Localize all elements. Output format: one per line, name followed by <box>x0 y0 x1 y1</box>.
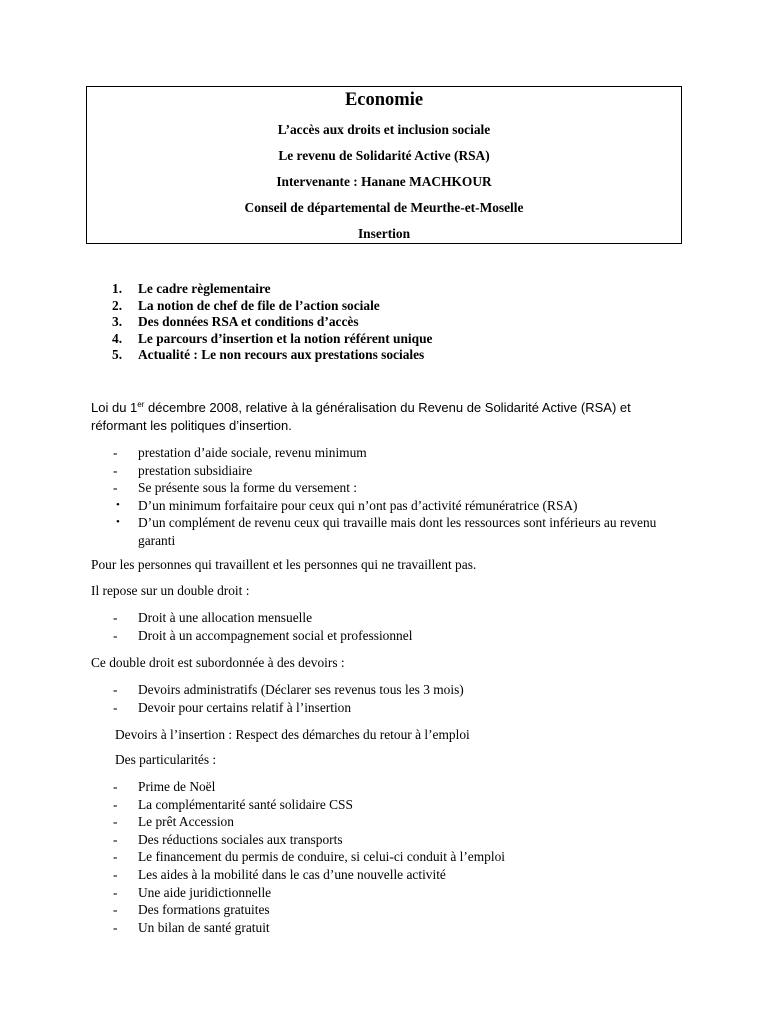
dash-marker: - <box>113 610 118 625</box>
list-item <box>112 848 505 866</box>
rsa-features-list <box>112 444 663 549</box>
dash-marker: - <box>113 831 118 847</box>
outline-item <box>112 347 432 364</box>
list-item-text: Droit à une allocation mensuelle <box>138 610 313 625</box>
bullet-marker: • <box>116 498 120 511</box>
list-item-text: D’un complément de revenu ceux qui travaille mais dont les ressources sont inférieurs au revenu garanti <box>138 515 657 548</box>
outline-number: 2. <box>112 297 123 313</box>
outline-item <box>112 314 432 331</box>
list-item-text: Droit à un accompagnement social et professionnel <box>138 627 413 643</box>
dash-marker: - <box>113 866 118 882</box>
list-item <box>112 444 663 462</box>
outline-item <box>112 331 432 348</box>
list-item <box>112 497 663 515</box>
list-item <box>112 627 412 645</box>
list-item <box>112 831 505 849</box>
outline-number: 1. <box>112 281 123 296</box>
document-subtitle: L’accès aux droits et inclusion sociale <box>277 122 491 137</box>
law-superscript: er <box>137 400 145 409</box>
list-item <box>112 462 663 480</box>
list-item-text: Des réductions sociales aux transports <box>138 831 343 847</box>
double-rights-list <box>112 609 412 644</box>
list-item-text: La complémentarité santé solidaire CSS <box>138 796 353 812</box>
outline-text: Le parcours d’insertion et la notion référent unique <box>138 330 433 346</box>
list-item <box>112 778 505 796</box>
list-item-text: Des formations gratuites <box>138 902 270 918</box>
dash-marker: - <box>113 627 118 643</box>
list-item-text: Une aide juridictionnelle <box>138 884 272 900</box>
outline-text: Des données RSA et conditions d’accès <box>138 314 359 330</box>
list-item <box>112 479 663 497</box>
law-line1-rest: décembre 2008, relative à la généralisation du Revenu de Solidarité Active (RSA) et <box>144 400 631 415</box>
dash-marker: - <box>113 796 118 812</box>
list-item-text: D’un minimum forfaitaire pour ceux qui n’ont pas d’activité rémunératrice (RSA) <box>138 497 578 513</box>
list-item <box>112 866 505 884</box>
outline-text: La notion de chef de file de l’action sociale <box>138 297 380 313</box>
dash-marker: - <box>113 445 118 460</box>
list-item-text: Devoir pour certains relatif à l’insertion <box>138 699 352 715</box>
list-item <box>112 884 505 902</box>
list-item <box>112 919 505 937</box>
outline-text: Actualité : Le non recours aux prestations sociales <box>138 347 425 363</box>
title-box <box>86 86 682 244</box>
dash-marker: - <box>113 682 118 697</box>
bullet-marker: • <box>116 516 120 529</box>
double-right-paragraph: Il repose sur un double droit : <box>91 583 250 598</box>
dash-marker: - <box>113 462 118 478</box>
dash-marker: - <box>113 919 118 935</box>
list-item <box>112 901 505 919</box>
section-line: Insertion <box>357 226 411 241</box>
list-item-text: Le financement du permis de conduire, si celui-ci conduit à l’emploi <box>138 849 506 865</box>
outline-text: Le cadre règlementaire <box>138 281 271 296</box>
particularities-paragraph: Des particularités : <box>115 752 217 767</box>
outline-item <box>112 298 432 315</box>
list-item-text: Les aides à la mobilité dans le cas d’une nouvelle activité <box>138 866 446 882</box>
workers-paragraph: Pour les personnes qui travaillent et les personnes qui ne travaillent pas. <box>91 557 477 572</box>
law-paragraph-line1 <box>91 399 631 417</box>
list-item <box>112 609 412 627</box>
outline-item <box>112 281 432 298</box>
list-item-text: prestation d’aide sociale, revenu minimum <box>138 445 367 460</box>
list-item <box>112 681 464 699</box>
list-item <box>112 699 464 717</box>
dash-marker: - <box>113 902 118 918</box>
dash-marker: - <box>113 884 118 900</box>
particularities-list <box>112 778 505 936</box>
outline-number: 3. <box>112 314 123 330</box>
duties-list <box>112 681 464 716</box>
list-item-text: Le prêt Accession <box>138 814 234 830</box>
dash-marker: - <box>113 814 118 830</box>
organisation-line: Conseil de départemental de Meurthe-et-Moselle <box>244 200 524 215</box>
dash-marker: - <box>113 779 118 794</box>
list-item <box>112 813 505 831</box>
document-title: Economie <box>344 90 424 110</box>
dash-marker: - <box>113 849 118 865</box>
insertion-paragraph: Devoirs à l’insertion : Respect des démarches du retour à l’emploi <box>115 727 470 742</box>
law-paragraph-line2: réformant les politiques d’insertion. <box>91 418 292 433</box>
outline-number: 4. <box>112 330 123 346</box>
speaker-line: Intervenante : Hanane MACHKOUR <box>276 174 492 189</box>
list-item-text: Devoirs administratifs (Déclarer ses revenus tous les 3 mois) <box>138 682 464 697</box>
outline-number: 5. <box>112 347 123 363</box>
document-topic: Le revenu de Solidarité Active (RSA) <box>278 148 490 163</box>
list-item-text: Prime de Noël <box>138 779 216 794</box>
list-item-text: Se présente sous la forme du versement : <box>138 480 358 496</box>
duties-paragraph: Ce double droit est subordonnée à des devoirs : <box>91 655 345 670</box>
list-item <box>112 796 505 814</box>
list-item-text: prestation subsidiaire <box>138 462 253 478</box>
law-prefix: Loi du 1 <box>91 400 138 415</box>
list-item-text: Un bilan de santé gratuit <box>138 919 270 935</box>
outline-list <box>112 281 432 364</box>
list-item <box>112 514 663 549</box>
dash-marker: - <box>113 699 118 715</box>
dash-marker: - <box>113 480 118 496</box>
